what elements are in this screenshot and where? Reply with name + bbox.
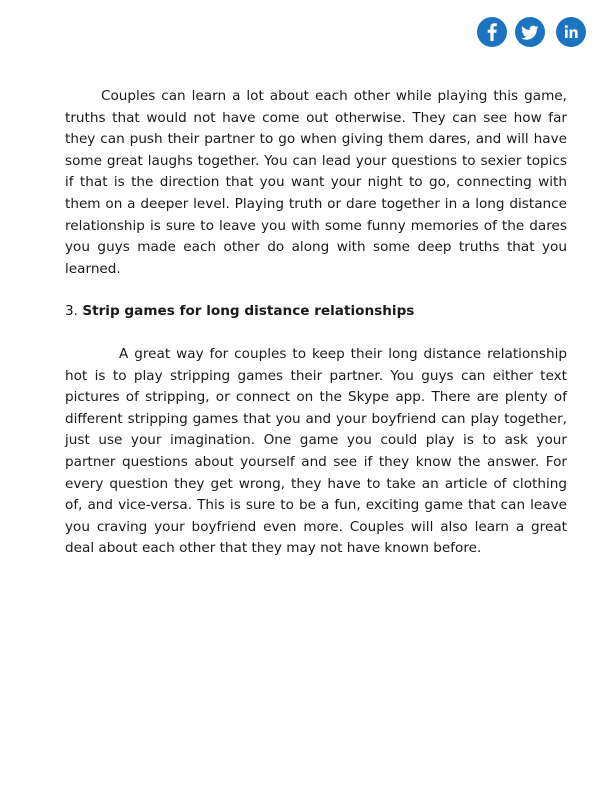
facebook-icon-graphic bbox=[477, 17, 507, 47]
paragraph-strip-games: A great way for couples to keep their long distance relationship hot is to play stripping games their partner. You guys can either text pictures of stripping, or connect on the Skype app. There are plenty of different stripping games that you and your boyfriend can play together, just use your imagination. One game you could play is to ask your partner questions about yourself and see if they know the answer. For every question they get wrong, they have to take an article of clothing of, and vice-versa. This is sure to be a fun, exciting game that can leave you craving your boyfriend even more. Couples will also learn a great deal about each other that they may not have known before. bbox=[65, 345, 567, 557]
twitter-icon-graphic bbox=[515, 17, 545, 47]
facebook-icon[interactable] bbox=[477, 17, 507, 47]
twitter-icon[interactable] bbox=[515, 17, 545, 47]
social-share-bar bbox=[476, 17, 588, 49]
section-title: Strip games for long distance relationships bbox=[82, 303, 415, 320]
linkedin-icon-graphic bbox=[556, 17, 586, 47]
linkedin-icon[interactable] bbox=[556, 17, 586, 47]
article-body bbox=[65, 86, 567, 560]
section-number: 3. bbox=[65, 303, 78, 320]
section-heading bbox=[65, 301, 567, 323]
paragraph-truth-or-dare: Couples can learn a lot about each other while playing this game, truths that would not have come out otherwise. They can see how far they can push their partner to go when giving them dares, and will have some great laughs together. You can lead your questions to sexier topics if that is the direction that you want your night to go, connecting with them on a deeper level. Playing truth or dare together in a long distance relationship is sure to leave you with some funny memories of the dares you guys made each other do along with some deep truths that you learned. bbox=[65, 88, 567, 277]
